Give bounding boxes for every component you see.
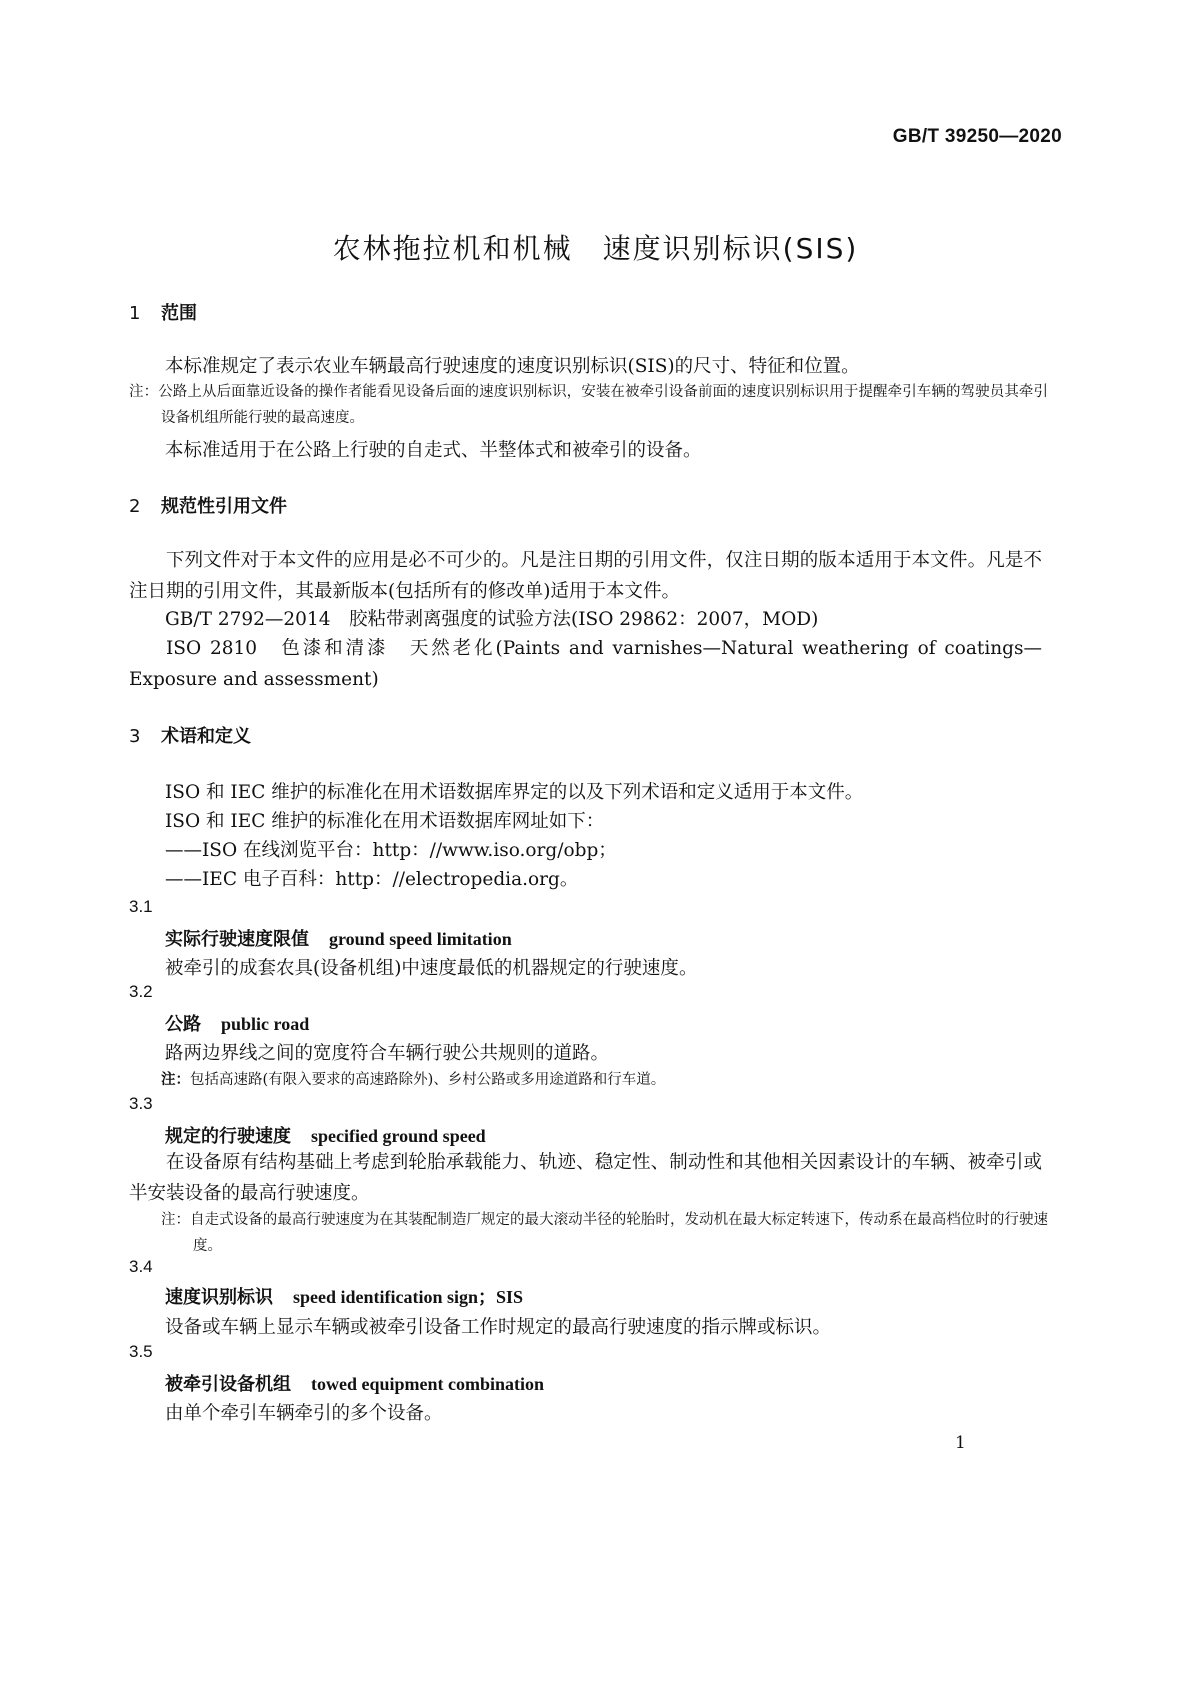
note-text: 公路上从后面靠近设备的操作者能看见设备后面的速度识别标识，安装在被牵引设备前面的速度识别标识用于提醒牵引车辆的驾驶员其牵引设备机组所能行驶的最高速度。 bbox=[158, 384, 1049, 426]
note bbox=[161, 1068, 665, 1089]
paragraph: 本标准规定了表示农业车辆最高行驶速度的速度识别标识(SIS)的尺寸、特征和位置。 bbox=[165, 356, 860, 377]
term-zh: 公路 bbox=[165, 1014, 201, 1035]
note bbox=[129, 379, 1048, 431]
note bbox=[161, 1207, 1048, 1259]
section-title: 范围 bbox=[161, 303, 197, 324]
term-definition: 路两边界线之间的宽度符合车辆行驶公共规则的道路。 bbox=[165, 1043, 610, 1064]
note-label: 注： bbox=[129, 384, 159, 400]
paragraph: 本标准适用于在公路上行驶的自走式、半整体式和被牵引的设备。 bbox=[165, 440, 702, 461]
reference-item: GB/T 2792—2014 胶粘带剥离强度的试验方法(ISO 29862：2007，MOD) bbox=[165, 609, 819, 630]
standard-code: GB/T 39250—2020 bbox=[892, 126, 1062, 147]
reference-item: ISO 2810 色漆和清漆 天然老化(Paints and varnishes—Natural weathering of coatings—Exposure and assessment) bbox=[129, 638, 1042, 690]
term-zh: 规定的行驶速度 bbox=[165, 1126, 291, 1147]
paragraph: ISO 和 IEC 维护的标准化在用术语数据库界定的以及下列术语和定义适用于本文件。 bbox=[165, 782, 864, 803]
term-definition: 由单个牵引车辆牵引的多个设备。 bbox=[165, 1403, 443, 1424]
list-item: ——IEC 电子百科：http：//electropedia.org。 bbox=[165, 869, 579, 890]
note-label: 注： bbox=[161, 1212, 191, 1228]
term-definition: 在设备原有结构基础上考虑到轮胎承载能力、轨迹、稳定性、制动性和其他相关因素设计的车辆、被牵引或半安装设备的最高行驶速度。 bbox=[129, 1152, 1042, 1204]
term-heading bbox=[165, 1370, 544, 1396]
section-number: 2 bbox=[129, 496, 141, 517]
section-title: 术语和定义 bbox=[161, 726, 251, 747]
section-heading-scope bbox=[129, 299, 197, 325]
section-number: 3 bbox=[129, 726, 141, 747]
term-heading bbox=[165, 1010, 309, 1036]
page-number: 1 bbox=[955, 1433, 966, 1453]
list-item: ——ISO 在线浏览平台：http：//www.iso.org/obp； bbox=[165, 840, 617, 861]
term-en: ground speed limitation bbox=[329, 929, 512, 949]
term-en: specified ground speed bbox=[311, 1126, 486, 1146]
document-title: 农林拖拉机和机械 速度识别标识(SIS) bbox=[332, 232, 859, 265]
term-number: 3.3 bbox=[129, 1094, 153, 1113]
term-en: speed identification sign；SIS bbox=[293, 1287, 524, 1307]
term-heading bbox=[165, 925, 512, 951]
term-zh: 被牵引设备机组 bbox=[165, 1374, 291, 1395]
term-en: public road bbox=[221, 1014, 310, 1034]
note-text: 自走式设备的最高行驶速度为在其装配制造厂规定的最大滚动半径的轮胎时，发动机在最大标定转速下，传动系在最高档位时的行驶速度。 bbox=[190, 1212, 1049, 1254]
paragraph: ISO 和 IEC 维护的标准化在用术语数据库网址如下： bbox=[165, 811, 605, 832]
section-title: 规范性引用文件 bbox=[161, 496, 287, 517]
note-text: 包括高速路(有限入要求的高速路除外)、乡村公路或多用途道路和行车道。 bbox=[190, 1072, 666, 1088]
term-zh: 速度识别标识 bbox=[165, 1287, 273, 1308]
section-heading-terms bbox=[129, 722, 251, 748]
term-number: 3.4 bbox=[129, 1257, 153, 1276]
term-heading bbox=[165, 1122, 486, 1148]
section-heading-normative-references bbox=[129, 492, 287, 518]
term-number: 3.5 bbox=[129, 1342, 153, 1361]
section-number: 1 bbox=[129, 303, 141, 324]
term-heading bbox=[165, 1283, 523, 1309]
term-zh: 实际行驶速度限值 bbox=[165, 929, 309, 950]
term-definition: 被牵引的成套农具(设备机组)中速度最低的机器规定的行驶速度。 bbox=[165, 958, 698, 979]
note-label: 注： bbox=[161, 1072, 190, 1088]
term-definition: 设备或车辆上显示车辆或被牵引设备工作时规定的最高行驶速度的指示牌或标识。 bbox=[165, 1317, 832, 1338]
term-en: towed equipment combination bbox=[311, 1374, 545, 1394]
term-number: 3.1 bbox=[129, 897, 153, 916]
paragraph: 下列文件对于本文件的应用是必不可少的。凡是注日期的引用文件，仅注日期的版本适用于本文件。凡是不注日期的引用文件，其最新版本(包括所有的修改单)适用于本文件。 bbox=[129, 550, 1042, 602]
term-number: 3.2 bbox=[129, 982, 153, 1001]
